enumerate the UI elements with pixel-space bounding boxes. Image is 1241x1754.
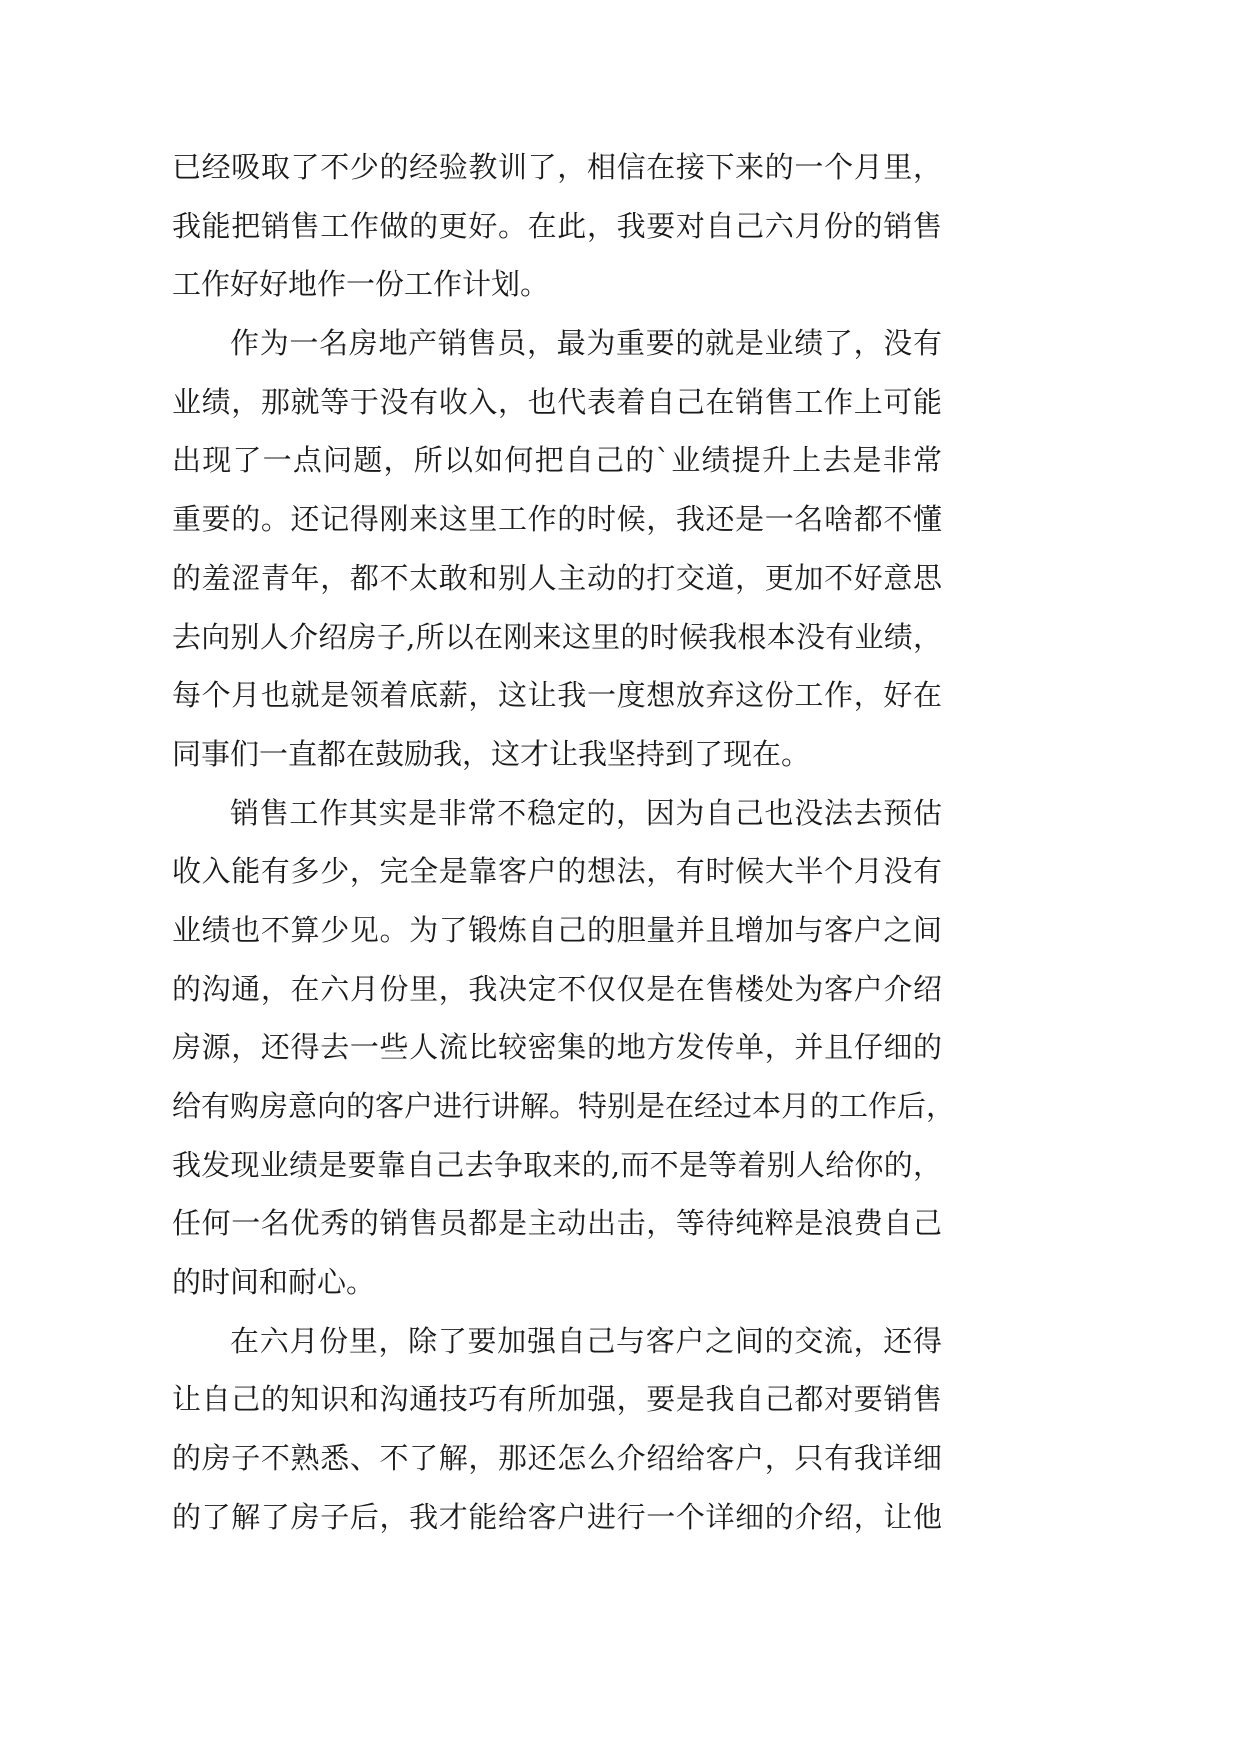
paragraph-2-line-5: 的羞涩青年，都不太敢和别人主动的打交道，更加不好意思 [172, 560, 942, 595]
paragraph-3-line-3: 业绩也不算少见。为了锻炼自己的胆量并且增加与客户之间 [172, 912, 942, 947]
paragraph-3-line-2: 收入能有多少，完全是靠客户的想法，有时候大半个月没有 [172, 854, 942, 889]
paragraph-2-line-3: 出现了一点问题，所以如何把自己的`业绩提升上去是非常 [172, 443, 942, 478]
paragraph-2-line-7: 每个月也就是领着底薪，这让我一度想放弃这份工作，好在 [172, 678, 942, 713]
paragraph-4-line-4: 的了解了房子后，我才能给客户进行一个详细的介绍，让他 [172, 1499, 942, 1534]
paragraph-3-line-6: 给有购房意向的客户进行讲解。特别是在经过本月的工作后， [172, 1089, 956, 1123]
text-line-1: 已经吸取了不少的经验教训了，相信在接下来的一个月里， [172, 150, 942, 184]
paragraph-3-line-1: 销售工作其实是非常不稳定的，因为自己也没法去预估 [230, 795, 942, 830]
paragraph-2-line-8: 同事们一直都在鼓励我，这才让我坚持到了现在。 [172, 736, 811, 771]
paragraph-2-line-4: 重要的。还记得刚来这里工作的时候，我还是一名啥都不懂 [172, 502, 942, 537]
paragraph-3-line-4: 的沟通，在六月份里，我决定不仅仅是在售楼处为客户介绍 [172, 971, 942, 1006]
paragraph-2-line-2: 业绩，那就等于没有收入，也代表着自己在销售工作上可能 [172, 384, 942, 419]
paragraph-3-line-9: 的时间和耐心。 [172, 1265, 376, 1300]
document-body [172, 138, 956, 1547]
paragraph-4-line-1: 在六月份里，除了要加强自己与客户之间的交流，还得 [230, 1323, 942, 1358]
paragraph-3-line-5: 房源，还得去一些人流比较密集的地方发传单，并且仔细的 [172, 1030, 942, 1065]
paragraph-3-line-8: 任何一名优秀的销售员都是主动出击，等待纯粹是浪费自己 [172, 1206, 942, 1241]
paragraph-2-line-1: 作为一名房地产销售员，最为重要的就是业绩了，没有 [230, 326, 942, 361]
paragraph-3-line-7: 我发现业绩是要靠自己去争取来的,而不是等着别人给你的， [172, 1147, 942, 1182]
text-line-3: 工作好好地作一份工作计划。 [172, 267, 550, 302]
paragraph-2-line-6: 去向别人介绍房子,所以在刚来这里的时候我根本没有业绩， [172, 619, 942, 654]
paragraph-4-line-2: 让自己的知识和沟通技巧有所加强，要是我自己都对要销售 [172, 1382, 942, 1417]
paragraph-4-line-3: 的房子不熟悉、不了解，那还怎么介绍给客户，只有我详细 [172, 1441, 942, 1476]
text-line-2: 我能把销售工作做的更好。在此，我要对自己六月份的销售 [172, 208, 942, 243]
